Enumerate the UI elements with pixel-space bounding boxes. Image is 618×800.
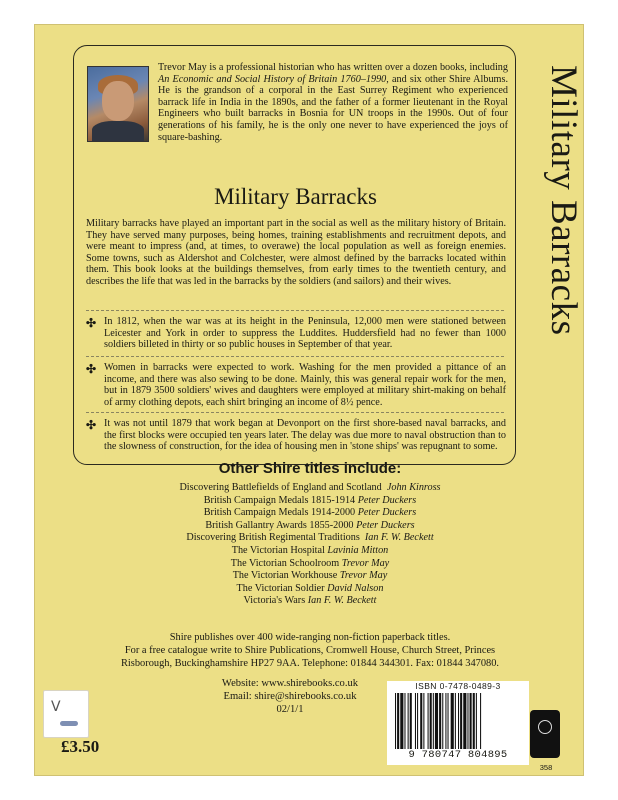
barcode xyxy=(387,681,529,765)
title-entry: British Gallantry Awards 1855-2000 Peter Duckers xyxy=(205,519,415,531)
author-bio: Trevor May is a professional historian who has written over a dozen books, including An Economic and Social History of Britain 1760–1990, and six other Shire Albums. He is the grandson of a corporal in the East Surrey Regiment who experienced barrack life in India in the 1890s, and the father of a former lieutenant in the Royal Engineers who built barracks in Bosnia for UN troops in the 1990s. Out of four generations of his family, he is the only one never to have experienced the joys of square-bashing. xyxy=(158,62,508,143)
shire-books-logo xyxy=(530,710,560,758)
content-panel xyxy=(73,45,516,465)
title-entry: The Victorian Soldier David Nalson xyxy=(236,582,384,594)
fact-text: In 1812, when the war was at its height in the Peninsula, 12,000 men were stationed between Leicester and York in order to suppress the Luddites. Huddersfield had no fewer than 1000 soldiers billeted in thirty or so public houses in September of that year. xyxy=(104,316,506,351)
other-titles-list xyxy=(95,482,525,608)
divider xyxy=(86,412,504,413)
book-title: Military Barracks xyxy=(214,184,377,209)
title-entry: The Victorian Hospital Lavinia Mitton xyxy=(231,544,389,556)
title-entry: Discovering Battlefields of England and Scotland John Kinross xyxy=(179,482,441,493)
back-cover xyxy=(34,24,584,776)
series-number: 358 xyxy=(539,763,553,772)
publisher-line: Shire publishes over 400 wide-ranging non-fiction paperback titles. xyxy=(169,632,451,643)
title-entry: The Victorian Schoolroom Trevor May xyxy=(230,557,390,569)
spine-title xyxy=(543,65,587,375)
price: £3.50 xyxy=(61,737,100,756)
spine-title-text: Military Barracks xyxy=(543,65,584,336)
print-code: 02/1/1 xyxy=(276,704,304,715)
author-photo xyxy=(87,66,149,142)
cross-icon: ✣ xyxy=(86,418,97,432)
isbn-text: ISBN 0-7478-0489-3 xyxy=(415,681,501,691)
fact-text: It was not until 1879 that work began at Devonport on the first shore-based naval barracks, and the first blocks were occupied ten years later. The delay was due more to naval obstruction than to the slowness of construction, for the idea of housing men in 'stone ships' was repugnant to some. xyxy=(104,418,506,453)
divider xyxy=(86,356,504,357)
title-entry: British Campaign Medals 1914-2000 Peter Duckers xyxy=(203,507,417,519)
book-description: Military barracks have played an important part in the social as well as the military history of Britain. They have served many purposes, being homes, training establishments and recruitment depots, and were meant to impress (and, at times, to overawe) the local population as well as foreign enemies. Some towns, such as Aldershot and Colchester, were almost defined by the barracks located within them. This book looks at the buildings themselves, from early times to the twentieth century, and describes the life that was led in the barracks by the soldiers (and sailors) and their wives. xyxy=(86,218,506,287)
barcode-bars xyxy=(393,693,523,749)
contact-info xyxy=(205,677,375,716)
title-entry: The Victorian Workhouse Trevor May xyxy=(232,570,388,582)
publisher-line: For a free catalogue write to Shire Publications, Cromwell House, Church Street, Princes xyxy=(124,644,496,656)
other-titles-heading: Other Shire titles include: xyxy=(218,460,402,477)
publisher-info xyxy=(55,632,565,670)
fact-text: Women in barracks were expected to work. Washing for the men provided a pittance of an income, and there was also sewing to be done. Mainly, this was general repair work for the men, but in 1879 3500 soldiers' wives and daughters were employed at military shirt-making on behalf of army clothing depots, each shirt bringing an income of 8½ pence. xyxy=(104,362,506,408)
barcode-number: 9 780747 804895 xyxy=(408,749,508,761)
bio-book-title: An Economic and Social History of Britain 1760–1990 xyxy=(158,73,387,85)
cross-icon: ✣ xyxy=(86,316,97,330)
cross-icon: ✣ xyxy=(86,362,97,376)
email-text: Email: shire@shirebooks.co.uk xyxy=(223,691,357,702)
price-sticker xyxy=(43,690,89,738)
website-text: Website: www.shirebooks.co.uk xyxy=(221,678,359,689)
title-entry: Discovering British Regimental Traditions Ian F. W. Beckett xyxy=(186,532,434,544)
publisher-line: Risborough, Buckinghamshire HP27 9AA. Telephone: 01844 344301. Fax: 01844 347080. xyxy=(120,657,500,669)
sticker-text: V xyxy=(51,699,61,715)
divider xyxy=(86,310,504,311)
title-entry: Victoria's Wars Ian F. W. Beckett xyxy=(243,595,377,607)
title-entry: British Campaign Medals 1815-1914 Peter Duckers xyxy=(203,494,417,506)
